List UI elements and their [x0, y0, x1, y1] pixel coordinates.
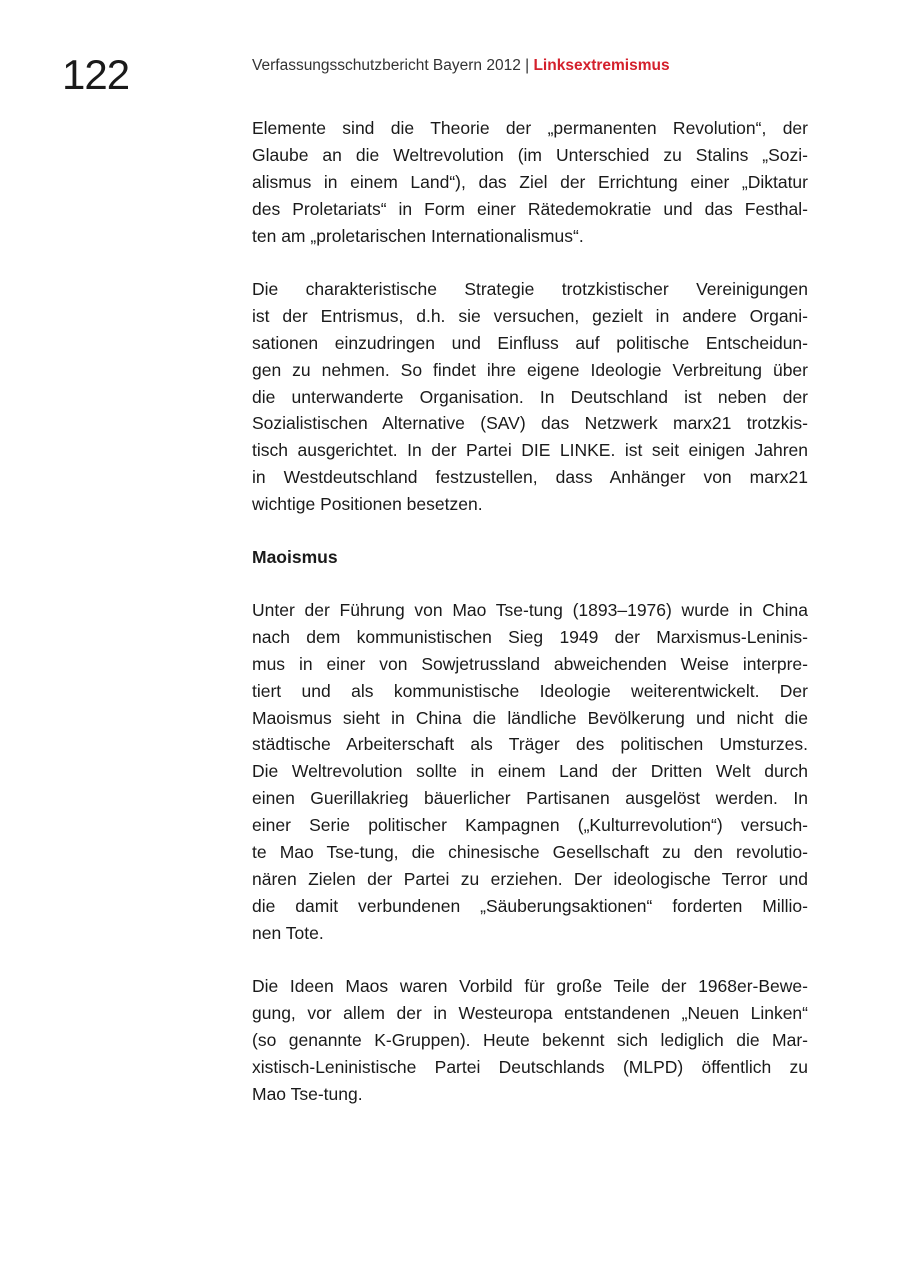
text-line: gung, vor allem der in Westeuropa entstandenen „Neuen Linken“ [252, 1002, 808, 1023]
text-line: Glaube an die Weltrevolution (im Unterschied zu Stalins „Sozi- [252, 144, 808, 165]
text-line: Unter der Führung von Mao Tse-tung (1893–1976) wurde in China [252, 600, 808, 620]
text-line: ist der Entrismus, d.h. sie versuchen, gezielt in andere Organi- [252, 305, 808, 326]
text-line: Maoismus sieht in China die ländliche Bevölkerung und nicht die [252, 707, 808, 728]
text-line: ten am „proletarischen Internationalismus“. [252, 225, 584, 246]
text-line: mus in einer von Sowjetrussland abweichenden Weise interpre- [252, 653, 808, 674]
text-line: tisch ausgerichtet. In der Partei DIE LINKE. ist seit einigen Jahren [252, 440, 808, 461]
text-line: nären Zielen der Partei zu erziehen. Der ideologische Terror und [252, 868, 808, 889]
text-line: Die Weltrevolution sollte in einem Land der Dritten Welt durch [252, 761, 808, 782]
page-number: 122 [62, 51, 130, 98]
text-line: gen zu nehmen. So findet ihre eigene Ideologie Verbreitung über [252, 359, 808, 380]
text-line: nach dem kommunistischen Sieg 1949 der Marxismus-Leninis- [252, 626, 808, 647]
text-line: Mao Tse-tung. [252, 1083, 363, 1104]
text-line: städtische Arbeiterschaft als Träger des politischen Umsturzes. [252, 734, 808, 755]
section-heading: Maoismus [252, 547, 338, 567]
text-line: des Proletariats“ in Form einer Rätedemokratie und das Festhal- [252, 198, 808, 219]
text-line: Die charakteristische Strategie trotzkistischer Vereinigungen [252, 279, 808, 299]
paragraph [252, 276, 808, 518]
text-line: einer Serie politischer Kampagnen („Kulturrevolution“) versuch- [252, 815, 808, 836]
text-line: Sozialistischen Alternative (SAV) das Netzwerk marx21 trotzkis- [252, 413, 808, 434]
text-line: einen Guerillakrieg bäuerlicher Partisanen ausgelöst werden. In [252, 788, 808, 809]
text-line: die unterwanderte Organisation. In Deutschland ist neben der [252, 386, 808, 407]
paragraph [252, 115, 808, 249]
paragraph [252, 973, 808, 1107]
section-title: Linksextremismus [533, 57, 670, 74]
text-line: in Westdeutschland festzustellen, dass Anhänger von marx21 [252, 467, 808, 488]
text-line: alismus in einem Land“), das Ziel der Errichtung einer „Diktatur [252, 171, 808, 192]
text-line: xistisch-Leninistische Partei Deutschlands (MLPD) öffentlich zu [252, 1056, 808, 1077]
text-line: wichtige Positionen besetzen. [252, 494, 483, 515]
paragraph [252, 597, 808, 947]
text-line: nen Tote. [252, 922, 324, 943]
text-line: Die Ideen Maos waren Vorbild für große Teile der 1968er-Bewe- [252, 976, 808, 996]
report-title: Verfassungsschutzbericht Bayern 2012 | [252, 57, 534, 74]
text-line: sationen einzudringen und Einfluss auf politische Entscheidun- [252, 332, 808, 353]
text-line: Elemente sind die Theorie der „permanenten Revolution“, der [252, 118, 808, 138]
text-line: tiert und als kommunistische Ideologie weiterentwickelt. Der [252, 680, 808, 701]
text-line: die damit verbundenen „Säuberungsaktionen“ forderten Millio- [252, 895, 808, 916]
running-header [252, 56, 670, 76]
text-line: te Mao Tse-tung, die chinesische Gesellschaft zu den revolutio- [252, 842, 808, 863]
text-line: (so genannte K-Gruppen). Heute bekennt sich lediglich die Mar- [252, 1029, 808, 1050]
